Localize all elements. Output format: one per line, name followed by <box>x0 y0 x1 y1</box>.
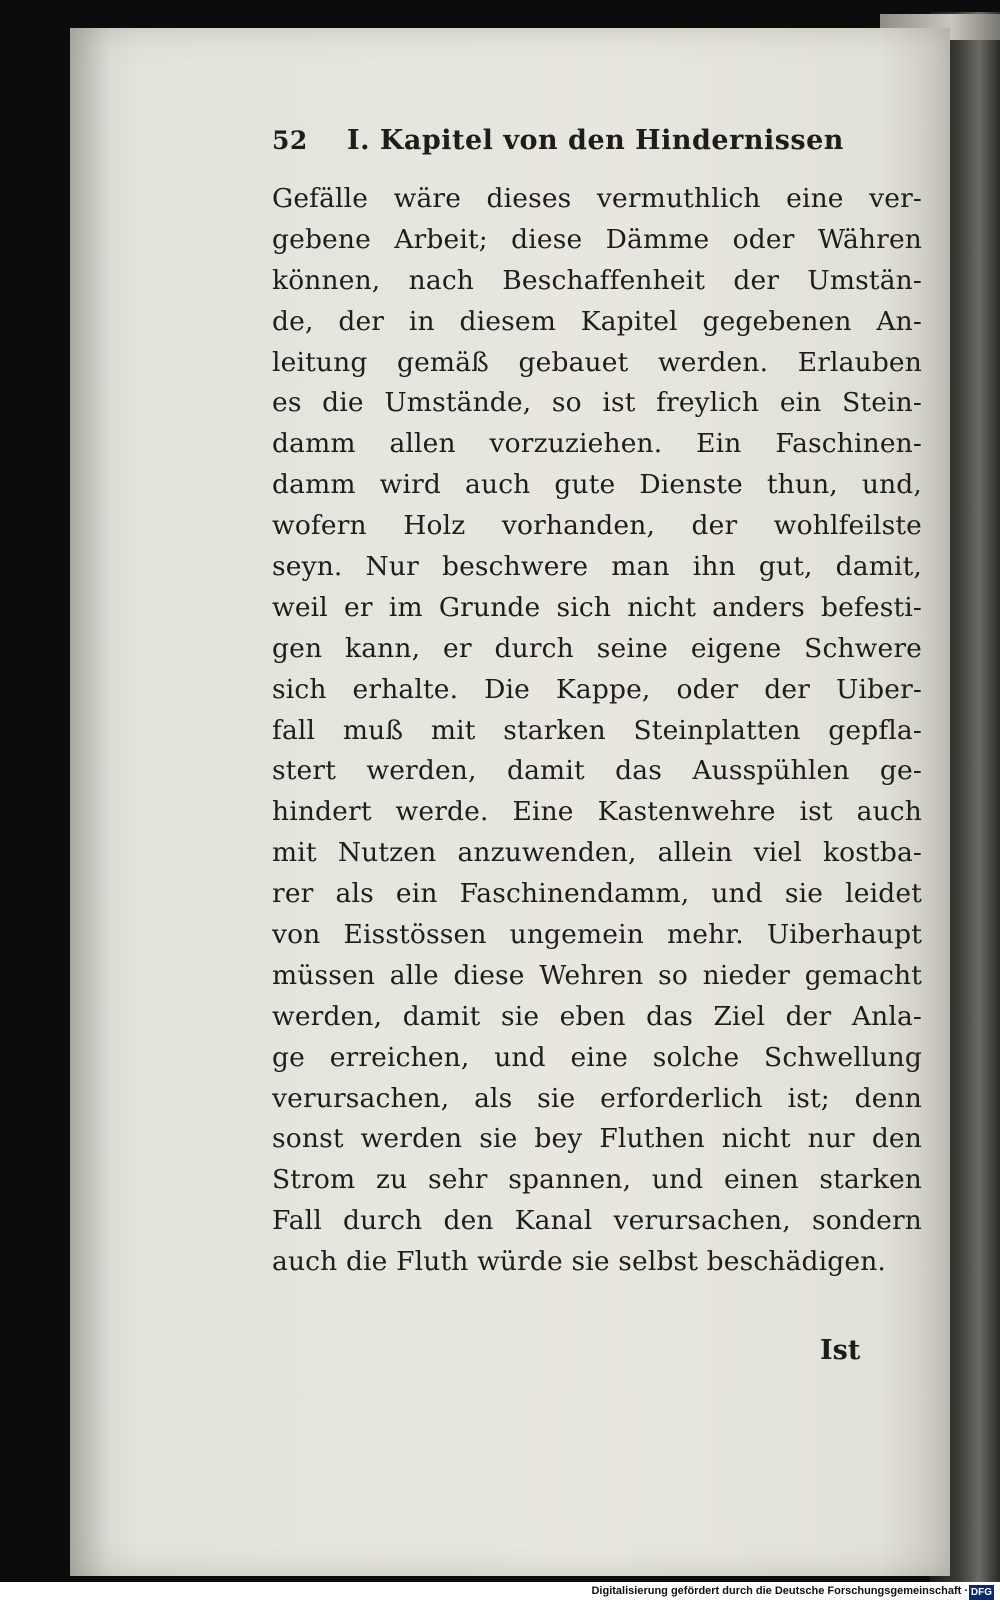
text-line: fall muß mit starken Steinplatten gepfla- <box>272 714 922 746</box>
text-line: müssen alle diese Wehren so nieder gemacht <box>272 959 922 991</box>
text-line: sonst werden sie bey Fluthen nicht nur den <box>272 1123 922 1155</box>
text-line: stert werden, damit das Ausspühlen ge- <box>272 755 922 787</box>
gutter-shadow <box>70 28 110 1576</box>
footer-bar <box>0 1582 1000 1605</box>
text-line: leitung gemäß gebauet werden. Erlauben <box>272 346 922 378</box>
catchword: Ist <box>820 1335 861 1366</box>
text-line: auch die Fluth würde sie selbst beschädigen. <box>272 1246 887 1278</box>
dfg-logo-icon: DFG <box>970 1587 992 1598</box>
text-line: damm allen vorzuziehen. Ein Faschinen- <box>272 428 922 460</box>
text-line: ge erreichen, und eine solche Schwellung <box>272 1041 922 1073</box>
text-line: mit Nutzen anzuwenden, allein viel kostba- <box>272 837 922 869</box>
page-number: 52 <box>272 126 308 155</box>
text-block <box>272 125 922 1283</box>
text-line: Gefälle wäre dieses vermuthlich eine ver- <box>272 183 922 214</box>
text-line: verursachen, als sie erforderlich ist; denn <box>272 1082 922 1114</box>
body-text <box>272 179 922 1283</box>
text-line: sich erhalte. Die Kappe, oder der Uiber- <box>272 673 922 705</box>
text-line: es die Umstände, so ist freylich ein Stein- <box>272 387 922 419</box>
text-line: rer als ein Faschinendamm, und sie leidet <box>272 878 922 910</box>
text-line: damm wird auch gute Dienste thun, und, <box>272 469 922 501</box>
text-line: Fall durch den Kanal verursachen, sondern <box>272 1205 922 1237</box>
text-line: seyn. Nur beschwere man ihn gut, damit, <box>272 551 922 583</box>
text-line: Strom zu sehr spannen, und einen starken <box>272 1164 922 1196</box>
running-head <box>272 125 922 179</box>
text-line: können, nach Beschaffenheit der Umstän- <box>272 264 922 296</box>
chapter-title: I. Kapitel von den Hindernissen <box>347 125 844 156</box>
text-line: von Eisstössen ungemein mehr. Uiberhaupt <box>272 919 922 951</box>
text-line: weil er im Grunde sich nicht anders befesti- <box>272 591 922 623</box>
text-line: wofern Holz vorhanden, der wohlfeilste <box>272 510 922 542</box>
text-line: werden, damit sie eben das Ziel der Anla- <box>272 1000 922 1032</box>
funding-credit: Digitalisierung gefördert durch die Deutsche Forschungsgemeinschaft · <box>591 1585 968 1597</box>
text-line: hindert werde. Eine Kastenwehre ist auch <box>272 796 922 828</box>
text-line: gen kann, er durch seine eigene Schwere <box>272 632 922 664</box>
text-line: de, der in diesem Kapitel gegebenen An- <box>272 305 922 337</box>
text-line: gebene Arbeit; diese Dämme oder Währen <box>272 223 922 255</box>
